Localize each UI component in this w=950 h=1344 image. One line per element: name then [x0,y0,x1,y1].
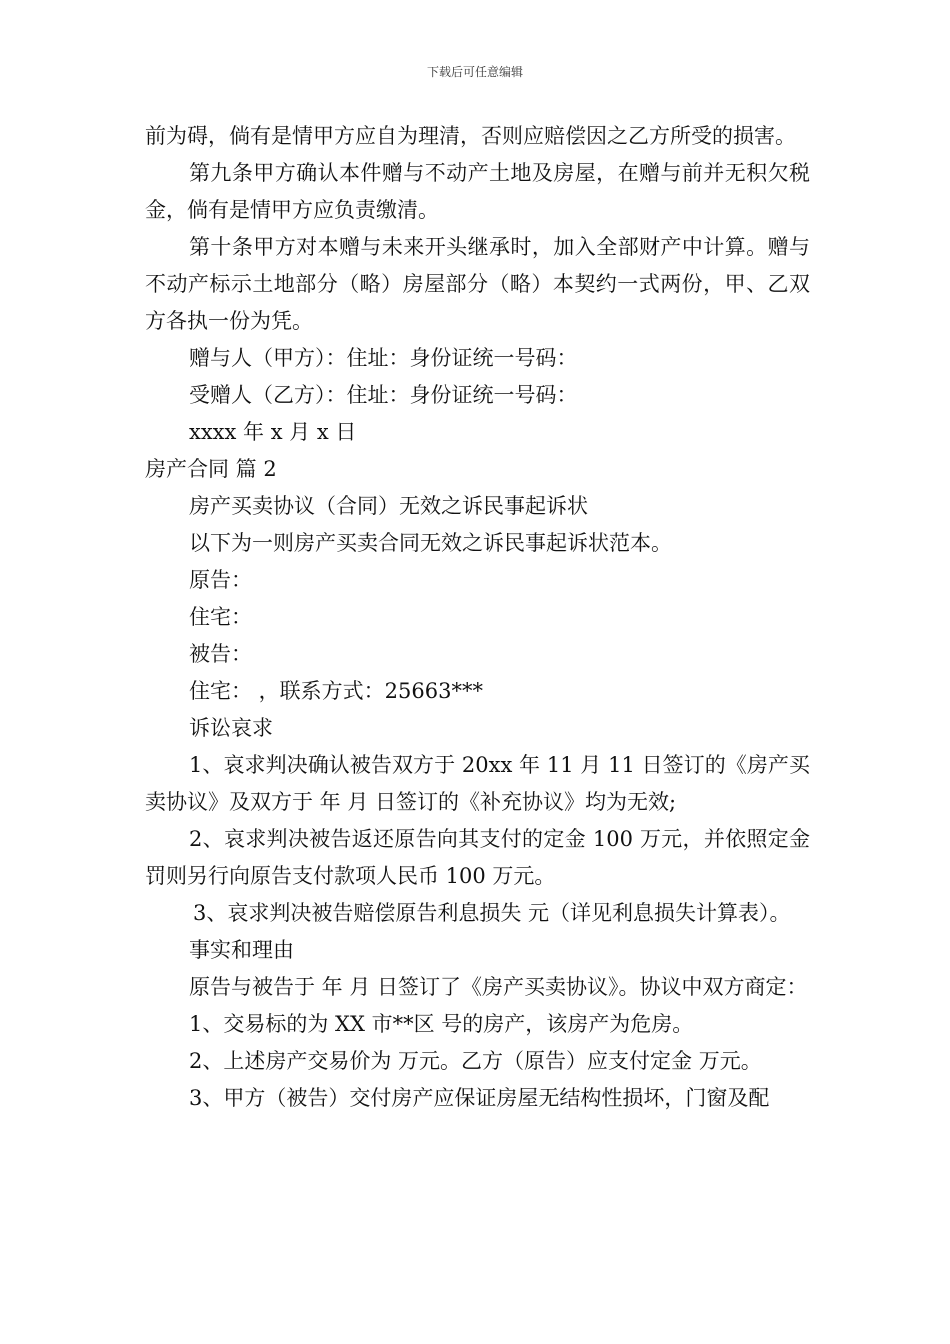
paragraph-intro: 以下为一则房产买卖合同无效之诉民事起诉状范本。 [189,531,672,555]
paragraph-claim-1: 1、哀求判决确认被告双方于 20xx 年 11 月 11 日签订的《房产买卖协议》及双方于 年 月 日签订的《补充协议》均为无效; [145,753,810,814]
paragraph-plaintiff-address: 住宅： [189,605,252,629]
paragraph-date: xxxx 年 x 月 x 日 [189,420,357,444]
paragraph-fact-2: 2、上述房产交易价为 万元。乙方（原告）应支付定金 万元。 [189,1049,762,1073]
paragraph-claim-2: 2、哀求判决被告返还原告向其支付的定金 100 万元，并依照定金罚则另行向原告支付款项人民币 100 万元。 [145,827,810,888]
paragraph-defendant-address: 住宅： ，联系方式：25663*** [189,679,483,703]
paragraph-donee: 受赠人（乙方）：住址：身份证统一号码： [189,383,578,407]
paragraph-defendant: 被告： [189,642,252,666]
document-body [145,118,810,1117]
paragraph-article-9: 第九条甲方确认本件赠与不动产土地及房屋，在赠与前并无积欠税金，倘有是情甲方应负责缴清。 [145,161,810,222]
page-header-note: 下载后可任意编辑 [426,65,523,79]
paragraph-fact-1: 1、交易标的为 XX 市**区 号的房产，该房产为危房。 [189,1012,694,1036]
paragraph-complaint-title: 房产买卖协议（合同）无效之诉民事起诉状 [189,494,588,518]
paragraph-donor: 赠与人（甲方）：住址：身份证统一号码： [189,346,578,370]
paragraph-facts-heading: 事实和理由 [189,938,294,962]
paragraph-claims-heading: 诉讼哀求 [189,716,273,740]
paragraph-plaintiff: 原告： [189,568,252,592]
paragraph-claim-3: 3、哀求判决被告赔偿原告利息损失 元（详见利息损失计算表）。 [193,901,791,925]
paragraph-facts-intro: 原告与被告于 年 月 日签订了《房产买卖协议》。协议中双方商定： [189,975,808,999]
paragraph-fact-3: 3、甲方（被告）交付房产应保证房屋无结构性损坏，门窗及配 [189,1086,770,1110]
paragraph-1: 前为碍，倘有是情甲方应自为理清，否则应赔偿因之乙方所受的损害。 [145,124,796,148]
section-heading: 房产合同 篇 2 [145,457,277,481]
paragraph-article-10: 第十条甲方对本赠与未来开头继承时，加入全部财产中计算。赠与不动产标示土地部分（略）房屋部分（略）本契约一式两份，甲、乙双方各执一份为凭。 [145,235,810,333]
